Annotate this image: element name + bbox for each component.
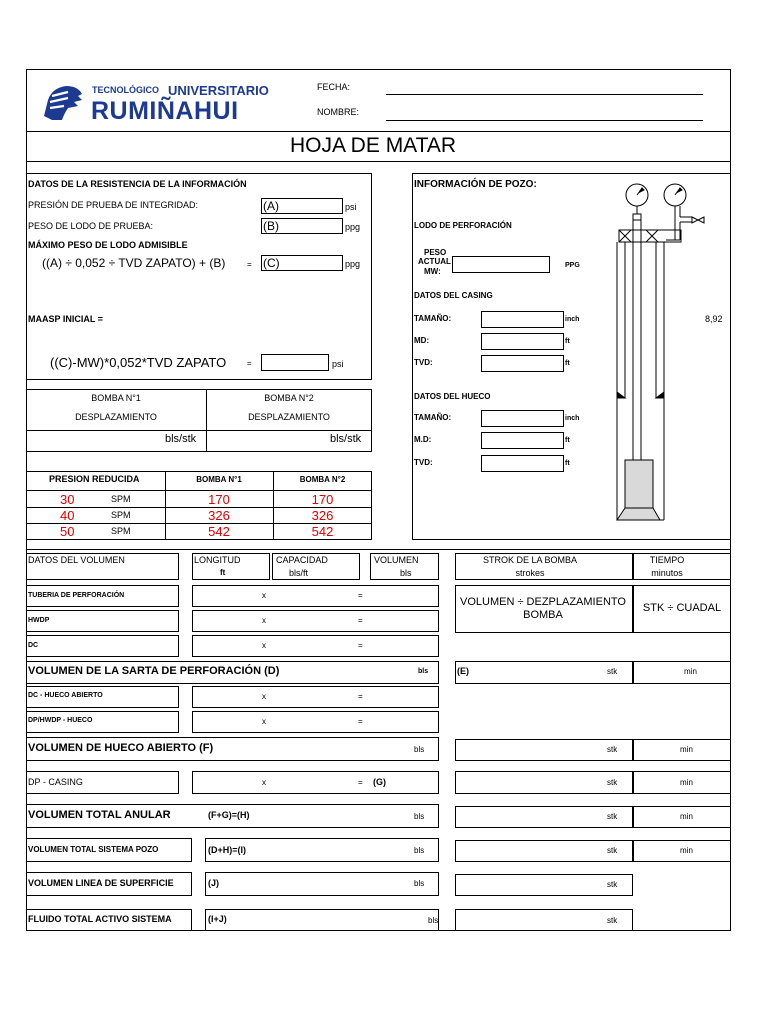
hwdp-calc[interactable] <box>192 610 439 632</box>
x-sign: x <box>262 591 266 600</box>
peso-tag: (B) <box>263 219 279 233</box>
tiempo-label: TIEMPO <box>649 555 685 565</box>
dp-hueco-label: DP/HWDP - HUECO <box>28 717 93 724</box>
formula-volumen-b: BOMBA <box>523 609 563 621</box>
hueco-tvd-label: TVD: <box>414 458 433 467</box>
hueco-tam-unit: inch <box>565 415 580 422</box>
pr-col1: BOMBA N°1 <box>196 475 242 484</box>
side-value: 8,92 <box>705 314 723 324</box>
max-formula: ((A) ÷ 0,052 ÷ TVD ZAPATO) + (B) <box>42 256 226 270</box>
datos-volumen-label: DATOS DEL VOLUMEN <box>28 555 125 565</box>
e-tag: (E) <box>457 666 469 676</box>
pr-col2: BOMBA N°2 <box>299 475 346 484</box>
fluido-unit: bls <box>428 916 439 925</box>
brand-name: RUMIÑAHUI <box>91 97 239 125</box>
hueco-md-label: M.D: <box>414 435 432 444</box>
total-anular-formula: (F+G)=(H) <box>208 810 250 820</box>
pr-b2: 170 <box>311 492 334 507</box>
capacidad-label: CAPACIDAD <box>276 555 328 565</box>
pr-spm-unit: SPM <box>111 510 131 520</box>
hueco-tvd-unit: ft <box>565 460 570 467</box>
eq-sign: = <box>358 692 363 701</box>
total-sistema-label: VOLUMEN TOTAL SISTEMA POZO <box>28 845 159 854</box>
x-sign: x <box>262 641 266 650</box>
lodo-label: LODO DE PERFORACIÓN <box>414 221 512 230</box>
maasp-formula: ((C)-MW)*0,052*TVD ZAPATO <box>50 355 227 370</box>
dc-hueco-label: DC - HUECO ABIERTO <box>28 692 103 699</box>
fluido-formula: (I+J) <box>208 914 227 924</box>
desp2-unit: bls/stk <box>330 433 362 445</box>
peso-actual-1: PESO <box>424 248 447 257</box>
peso-unit: ppg <box>345 222 361 232</box>
linea-formula: (J) <box>208 878 219 888</box>
x-sign: x <box>262 616 266 625</box>
dc-label: DC <box>28 642 39 649</box>
tuberia-label: TUBERIA DE PERFORACIÓN <box>28 592 125 599</box>
peso-label: PESO DE LODO DE PRUEBA: <box>28 221 154 231</box>
casing-md-label: MD: <box>414 336 430 345</box>
casing-tvd-label: TVD: <box>414 358 433 367</box>
dp-casing-calc[interactable] <box>192 771 439 794</box>
well-diagram <box>600 176 710 536</box>
hwdp-label: HWDP <box>28 617 50 624</box>
eq-sign: = <box>358 641 363 650</box>
linea-calc[interactable] <box>205 872 439 896</box>
volumen-label: VOLUMEN <box>374 555 419 565</box>
g-tag: (G) <box>373 777 386 787</box>
nombre-label: NOMBRE: <box>317 107 360 117</box>
longitud-unit: ft <box>220 568 226 577</box>
peso-actual-unit: PPG <box>565 262 580 269</box>
hueco-tam-field[interactable] <box>481 410 564 427</box>
pr-b1: 170 <box>208 492 230 507</box>
sarta-unit: bls <box>418 668 429 675</box>
maasp-field[interactable] <box>261 354 329 371</box>
volumen-unit: bls <box>400 568 412 578</box>
logo <box>38 82 273 126</box>
dp-casing-label: DP - CASING <box>28 777 83 787</box>
nombre-line[interactable] <box>386 120 703 121</box>
casing-tam-label: TAMAÑO: <box>414 314 452 323</box>
logo-head-icon <box>38 82 86 124</box>
hueco-md-field[interactable] <box>481 432 564 449</box>
pr-spm: 30 <box>60 492 75 507</box>
total-anular-unit: bls <box>414 812 425 821</box>
divider <box>26 490 372 491</box>
pr-spm-unit: SPM <box>111 494 131 504</box>
min-unit: min <box>680 846 693 855</box>
fluido-label: FLUIDO TOTAL ACTIVO SISTEMA <box>28 914 172 924</box>
max-label: MÁXIMO PESO DE LODO ADMISIBLE <box>28 240 188 250</box>
dc-hueco-calc[interactable] <box>192 686 439 708</box>
bomba1-label: BOMBA N°1 <box>91 393 141 403</box>
stk-unit: stk <box>607 916 618 925</box>
brand-top: TECNOLÓGICO <box>92 85 159 95</box>
stk-unit: stk <box>607 880 618 889</box>
casing-tam-unit: inch <box>565 316 580 323</box>
page-title: HOJA DE MATAR <box>290 134 457 157</box>
maasp-eq: = <box>247 359 252 368</box>
fecha-label: FECHA: <box>317 82 351 92</box>
eq-sign: = <box>358 616 363 625</box>
pr-b2: 326 <box>311 508 334 523</box>
stk-unit: stk <box>607 778 618 787</box>
longitud-label: LONGITUD <box>194 555 241 565</box>
casing-label: DATOS DEL CASING <box>414 291 493 300</box>
sarta-min-box[interactable] <box>633 661 731 684</box>
bomba2-label: BOMBA N°2 <box>264 393 314 403</box>
desp1-label: DESPLAZAMIENTO <box>75 412 157 422</box>
casing-md-field[interactable] <box>481 333 564 350</box>
eq-sign: = <box>358 778 363 787</box>
pr-spm: 40 <box>60 508 75 523</box>
presion-unit: psi <box>345 202 357 212</box>
min-unit: min <box>680 745 693 754</box>
sarta-label: VOLUMEN DE LA SARTA DE PERFORACIÓN (D) <box>28 665 280 677</box>
hueco-md-unit: ft <box>565 437 570 444</box>
pr-b1: 326 <box>208 508 230 523</box>
hueco-tam-label: TAMAÑO: <box>414 413 452 422</box>
strok-label: STROK DE LA BOMBA <box>482 555 578 565</box>
min-unit: min <box>684 667 697 676</box>
divider <box>26 549 731 550</box>
total-anular-label: VOLUMEN TOTAL ANULAR <box>28 809 171 821</box>
strok-unit: strokes <box>515 568 545 578</box>
x-sign: x <box>262 692 266 701</box>
linea-label: VOLUMEN LINEA DE SUPERFICIE <box>28 878 174 888</box>
hueco-label: DATOS DEL HUECO <box>414 392 491 401</box>
pozo-heading: INFORMACIÓN DE POZO: <box>414 179 537 190</box>
stk-unit: stk <box>607 745 618 754</box>
stk-unit: stk <box>607 667 618 676</box>
hueco-abierto-unit: bls <box>414 745 425 754</box>
dp-hueco-calc[interactable] <box>192 711 439 733</box>
maasp-label: MAASP INICIAL = <box>28 314 103 324</box>
desp1-unit: bls/stk <box>165 433 197 445</box>
divider <box>26 430 372 431</box>
peso-actual-2: ACTUAL <box>418 257 451 266</box>
divider <box>26 161 731 162</box>
brand-top2: UNIVERSITARIO <box>168 83 269 98</box>
total-sistema-formula: (D+H)=(I) <box>208 845 246 855</box>
capacidad-unit: bls/ft <box>289 568 309 578</box>
min-unit: min <box>680 778 693 787</box>
linea-unit: bls <box>414 879 425 888</box>
min-unit: min <box>680 812 693 821</box>
x-sign: x <box>262 717 266 726</box>
divider <box>26 131 731 132</box>
pr-heading: PRESION REDUCIDA <box>49 474 140 484</box>
max-tag: (C) <box>263 256 280 270</box>
x-sign: x <box>262 778 266 787</box>
casing-tam-field[interactable] <box>481 311 564 328</box>
maasp-unit: psi <box>332 359 344 369</box>
peso-actual-3: MW: <box>424 267 441 276</box>
hueco-tvd-field[interactable] <box>481 455 564 472</box>
tuberia-calc[interactable] <box>192 585 439 607</box>
hueco-abierto-label: VOLUMEN DE HUECO ABIERTO (F) <box>28 742 214 754</box>
casing-tvd-unit: ft <box>565 360 570 367</box>
datos-resistencia-heading: DATOS DE LA RESISTENCIA DE LA INFORMACIÓN <box>28 179 247 189</box>
peso-actual-field[interactable] <box>452 256 550 273</box>
fecha-line[interactable] <box>386 94 703 95</box>
casing-tvd-field[interactable] <box>481 355 564 372</box>
formula-stk: STK ÷ CUADAL <box>642 602 722 614</box>
stk-unit: stk <box>607 846 618 855</box>
fluido-calc[interactable] <box>205 909 439 931</box>
desp2-label: DESPLAZAMIENTO <box>248 412 330 422</box>
presion-tag: (A) <box>263 199 279 213</box>
tiempo-unit: minutos <box>651 568 683 578</box>
stk-unit: stk <box>607 812 618 821</box>
pr-b1: 542 <box>208 524 230 539</box>
pr-spm-unit: SPM <box>111 526 131 536</box>
dc-label-box <box>26 635 179 657</box>
pr-b2: 542 <box>311 524 334 539</box>
total-sistema-unit: bls <box>414 846 425 855</box>
max-unit: ppg <box>345 259 361 269</box>
formula-volumen: VOLUMEN ÷ DEZPLAZAMIENTO <box>460 596 626 608</box>
pr-spm: 50 <box>60 524 75 539</box>
eq-sign: = <box>358 591 363 600</box>
eq-sign: = <box>358 717 363 726</box>
presion-label: PRESIÓN DE PRUEBA DE INTEGRIDAD: <box>28 200 199 210</box>
max-eq: = <box>247 260 252 269</box>
dc-calc[interactable] <box>192 635 439 657</box>
casing-md-unit: ft <box>565 338 570 345</box>
